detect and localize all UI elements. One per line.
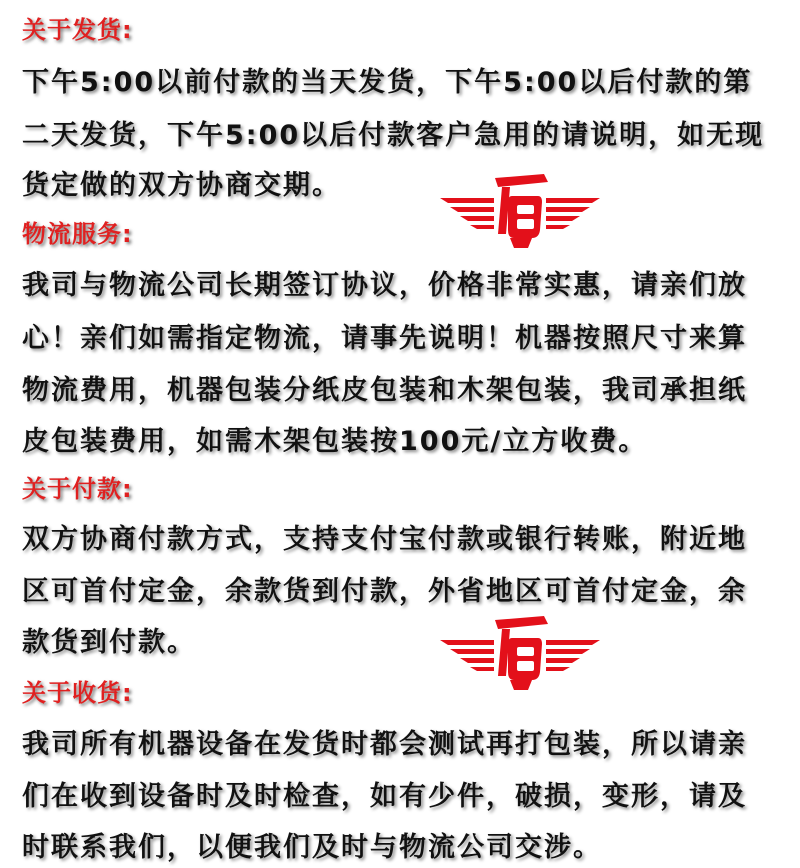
section-heading-shipping: 关于发货: [22, 16, 133, 44]
receiving-text-line: 我司所有机器设备在发货时都会测试再打包装，所以请亲 [22, 729, 747, 760]
section-heading-payment: 关于付款: [22, 475, 133, 503]
section-heading-logistics: 物流服务: [22, 220, 133, 248]
payment-text-line: 双方协商付款方式，支持支付宝付款或银行转账，附近地 [22, 524, 747, 555]
logistics-text-line: 皮包装费用，如需木架包装按100元/立方收费。 [22, 426, 648, 457]
section-heading-receiving: 关于收货: [22, 679, 133, 707]
shipping-text-line: 下午5:00以前付款的当天发货，下午5:00以后付款的第 [22, 67, 753, 98]
receiving-text-line: 时联系我们，以便我们及时与物流公司交涉。 [22, 832, 602, 863]
winged-hundred-emblem-icon [440, 614, 600, 690]
shipping-text-line: 货定做的双方协商交期。 [22, 170, 341, 201]
payment-text-line: 区可首付定金，余款货到付款，外省地区可首付定金，余 [22, 576, 747, 607]
receiving-text-line: 们在收到设备时及时检查，如有少件，破损，变形，请及 [22, 781, 747, 812]
winged-hundred-emblem-icon [440, 172, 600, 248]
logistics-text-line: 心！亲们如需指定物流，请事先说明！机器按照尺寸来算 [22, 323, 747, 354]
shipping-text-line: 二天发货，下午5:00以后付款客户急用的请说明，如无现 [22, 120, 765, 151]
logistics-text-line: 我司与物流公司长期签订协议，价格非常实惠，请亲们放 [22, 270, 747, 301]
logistics-text-line: 物流费用，机器包装分纸皮包装和木架包装，我司承担纸 [22, 375, 747, 406]
payment-text-line: 款货到付款。 [22, 627, 196, 658]
